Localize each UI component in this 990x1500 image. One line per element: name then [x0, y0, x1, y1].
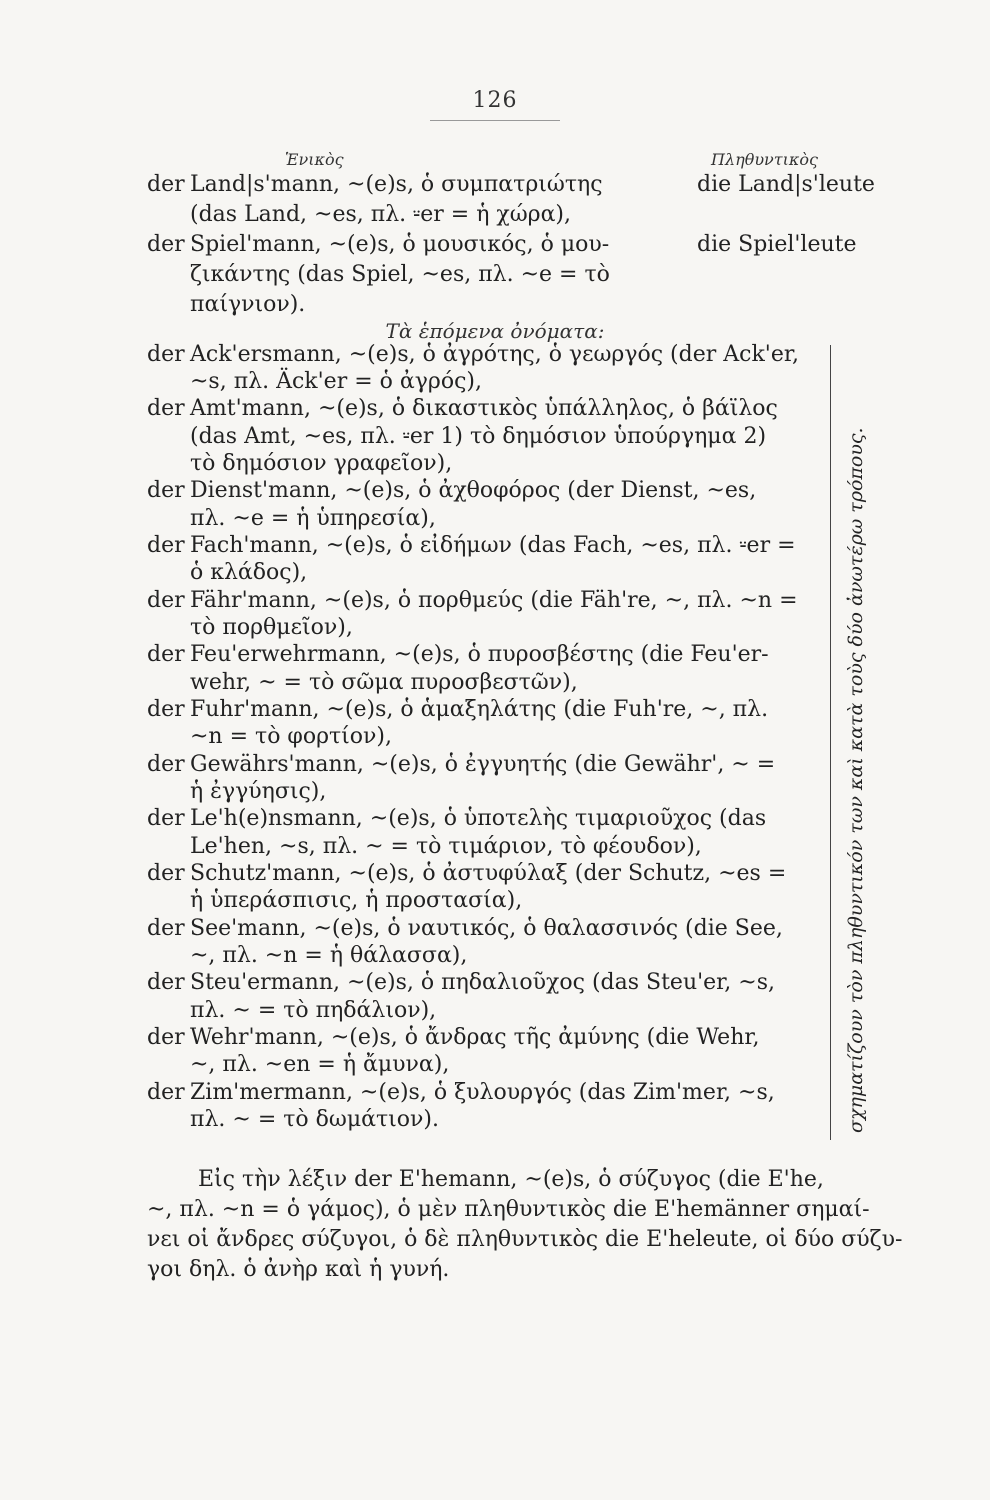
- paragraph-line: [0, 1195, 990, 1225]
- entry-line: [0, 1078, 990, 1108]
- entry-line: [0, 777, 990, 807]
- paragraph-text: Εἰς τὴν λέξιν der E'hemann, ~(e)s, ὁ σύζυγος (die E'he,: [198, 1167, 824, 1192]
- entry-line: [0, 804, 990, 834]
- article: der: [147, 752, 185, 777]
- entry-line: [0, 1050, 990, 1080]
- entry-text: τὸ πορθμεῖον),: [190, 615, 353, 640]
- entry-text: ~s, πλ. Äck'er = ὁ ἀγρός),: [190, 369, 482, 394]
- page-number: 126: [472, 88, 518, 113]
- entry-line: [0, 886, 990, 916]
- entry-text: Fuhr'mann, ~(e)s, ὁ ἁμαξηλάτης (die Fuh're, ~, πλ.: [190, 697, 769, 722]
- article: der: [147, 806, 185, 831]
- entry-text: παίγνιον).: [190, 292, 306, 317]
- entry-text: Steu'ermann, ~(e)s, ὁ πηδαλιοῦχος (das Steu'er, ~s,: [190, 970, 775, 995]
- page-number-rule: [430, 120, 560, 121]
- article: der: [147, 1025, 185, 1050]
- entry-line: [0, 968, 990, 998]
- entry-text: Fähr'mann, ~(e)s, ὁ πορθμεύς (die Fäh're, ~, πλ. ~n =: [190, 588, 798, 613]
- entry-line: [0, 367, 990, 397]
- group-brace: [830, 345, 831, 1140]
- entry-line: [0, 449, 990, 479]
- entry-text: Land|s'mann, ~(e)s, ὁ συμπατριώτης: [190, 172, 603, 197]
- article: der: [147, 642, 185, 667]
- paragraph-line: [0, 1165, 990, 1195]
- article: der: [147, 342, 185, 367]
- plural-form: die Land|s'leute: [697, 172, 875, 197]
- entry-line: [0, 170, 990, 200]
- entry-line: [0, 750, 990, 780]
- entry-text: ὁ κλάδος),: [190, 560, 308, 585]
- entry-text: ~, πλ. ~n = ἡ θάλασσα),: [190, 943, 468, 968]
- entry-text: Le'h(e)nsmann, ~(e)s, ὁ ὑποτελὴς τιμαριοῦχος (das: [190, 806, 767, 831]
- entry-line: [0, 200, 990, 230]
- article: der: [147, 396, 185, 421]
- entry-text: See'mann, ~(e)s, ὁ ναυτικός, ὁ θαλασσινός (die See,: [190, 916, 783, 941]
- header-singular: Ἑνικὸς: [285, 150, 344, 169]
- entry-text: πλ. ~ = τὸ δωμάτιον).: [190, 1107, 439, 1132]
- entry-line: [0, 613, 990, 643]
- paragraph-line: [0, 1255, 990, 1285]
- entry-line: [0, 668, 990, 698]
- side-note: σχηματίζουν τὸν πληθυντικόν των καὶ κατὰ τοὺς δύο ἀνωτέρω τρόπους.: [845, 427, 867, 1133]
- entry-line: [0, 640, 990, 670]
- entry-line: [0, 476, 990, 506]
- entry-text: Fach'mann, ~(e)s, ὁ εἰδήμων (das Fach, ~es, πλ. ⸚er =: [190, 533, 796, 558]
- entry-text: Spiel'mann, ~(e)s, ὁ μουσικός, ὁ μου-: [190, 232, 610, 257]
- entry-text: Gewährs'mann, ~(e)s, ὁ ἐγγυητής (die Gewähr', ~ =: [190, 752, 776, 777]
- entry-text: πλ. ~e = ἡ ὑπηρεσία),: [190, 506, 436, 531]
- header-plural: Πληθυντικὸς: [711, 150, 818, 169]
- entry-line: [0, 996, 990, 1026]
- entry-text: Dienst'mann, ~(e)s, ὁ ἀχθοφόρος (der Dienst, ~es,: [190, 478, 757, 503]
- article: der: [147, 478, 185, 503]
- entry-text: (das Amt, ~es, πλ. ⸚er 1) τὸ δημόσιον ὑπούργημα 2): [190, 424, 767, 449]
- entry-text: Ack'ersmann, ~(e)s, ὁ ἀγρότης, ὁ γεωργός (der Ack'er,: [190, 342, 799, 367]
- entry-text: Le'hen, ~s, πλ. ~ = τὸ τιμάριον, τὸ φέουδον),: [190, 834, 702, 859]
- entry-line: [0, 260, 990, 290]
- entry-text: ~, πλ. ~en = ἡ ἄμυνα),: [190, 1052, 450, 1077]
- entry-line: [0, 394, 990, 424]
- entry-line: [0, 290, 990, 320]
- article: der: [147, 232, 185, 257]
- article: der: [147, 861, 185, 886]
- entry-text: Feu'erwehrmann, ~(e)s, ὁ πυροσβέστης (die Feu'er-: [190, 642, 769, 667]
- article: der: [147, 1080, 185, 1105]
- entry-line: [0, 586, 990, 616]
- paragraph-text: γοι δηλ. ὁ ἀνὴρ καὶ ἡ γυνή.: [147, 1257, 450, 1282]
- entry-line: [0, 1105, 990, 1135]
- section-title: Τὰ ἑπόμενα ὀνόματα:: [385, 319, 605, 343]
- entry-line: [0, 230, 990, 260]
- entry-line: [0, 558, 990, 588]
- entry-line: [0, 859, 990, 889]
- entry-text: ἡ ἐγγύησις),: [190, 779, 327, 804]
- article: der: [147, 588, 185, 613]
- plural-form: die Spiel'leute: [697, 232, 857, 257]
- entry-line: [0, 422, 990, 452]
- entry-text: ἡ ὑπεράσπισις, ἡ προστασία),: [190, 888, 523, 913]
- entry-line: [0, 531, 990, 561]
- entry-text: Amt'mann, ~(e)s, ὁ δικαστικὸς ὑπάλληλος, ὁ βάϊλος: [190, 396, 778, 421]
- article: der: [147, 970, 185, 995]
- article: der: [147, 697, 185, 722]
- entry-text: Zim'mermann, ~(e)s, ὁ ξυλουργός (das Zim'mer, ~s,: [190, 1080, 775, 1105]
- paragraph-line: [0, 1225, 990, 1255]
- entry-line: [0, 1023, 990, 1053]
- entry-line: [0, 914, 990, 944]
- entry-text: πλ. ~ = τὸ πηδάλιον),: [190, 998, 437, 1023]
- entry-line: [0, 340, 990, 370]
- entry-line: [0, 941, 990, 971]
- entry-text: ~n = τὸ φορτίον),: [190, 724, 393, 749]
- entry-text: Schutz'mann, ~(e)s, ὁ ἀστυφύλαξ (der Schutz, ~es =: [190, 861, 787, 886]
- entry-text: ζικάντης (das Spiel, ~es, πλ. ~e = τὸ: [190, 262, 610, 287]
- entry-text: τὸ δημόσιον γραφεῖον),: [190, 451, 453, 476]
- entry-line: [0, 722, 990, 752]
- paragraph-text: νει οἱ ἄνδρες σύζυγοι, ὁ δὲ πληθυντικὸς die E'heleute, οἱ δύο σύζυ-: [147, 1227, 903, 1252]
- entry-text: wehr, ~ = τὸ σῶμα πυροσβεστῶν),: [190, 670, 578, 695]
- entry-line: [0, 695, 990, 725]
- article: der: [147, 172, 185, 197]
- entry-text: Wehr'mann, ~(e)s, ὁ ἄνδρας τῆς ἀμύνης (die Wehr,: [190, 1025, 760, 1050]
- article: der: [147, 916, 185, 941]
- entry-text: (das Land, ~es, πλ. ⸚er = ἡ χώρα),: [190, 202, 571, 227]
- article: der: [147, 533, 185, 558]
- entry-line: [0, 504, 990, 534]
- paragraph-text: ~, πλ. ~n = ὁ γάμος), ὁ μὲν πληθυντικὸς die E'hemänner σημαί-: [147, 1197, 870, 1222]
- entry-line: [0, 832, 990, 862]
